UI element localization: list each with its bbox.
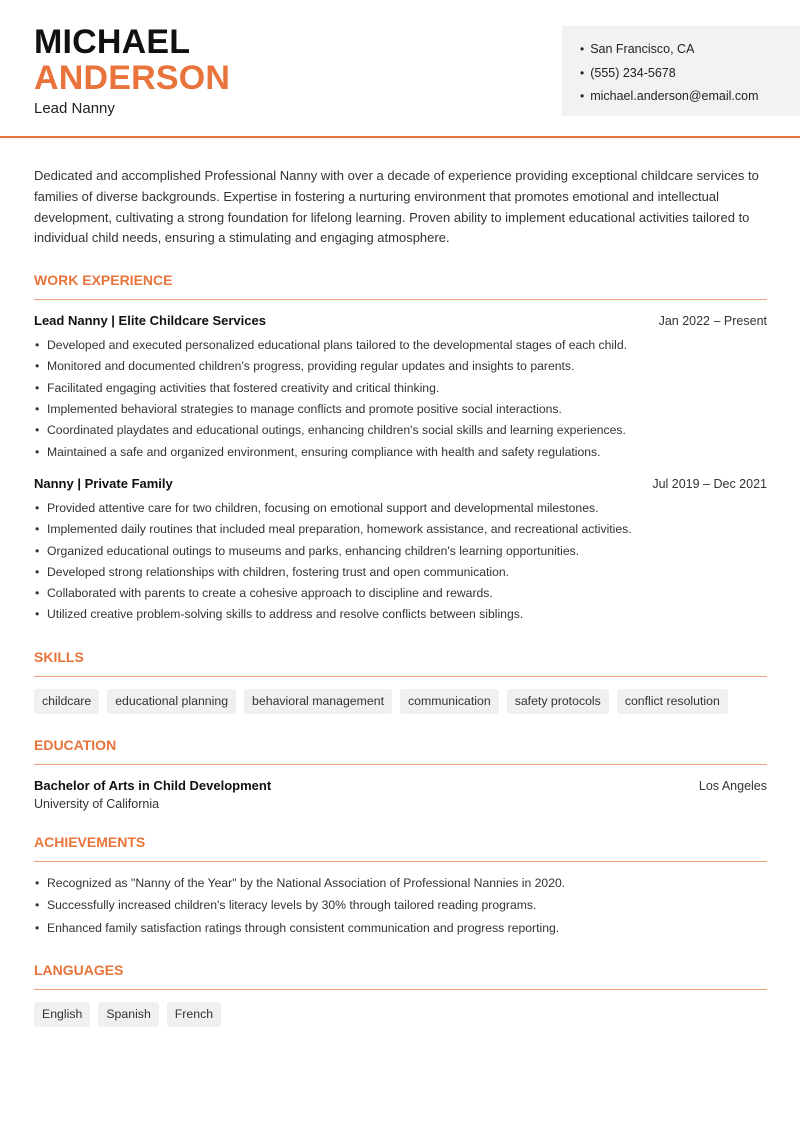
skill-tag: educational planning bbox=[107, 689, 236, 714]
list-item: • Organized educational outings to museums and parks, enhancing children's learning opportunities. bbox=[34, 541, 767, 562]
job-header bbox=[34, 313, 767, 328]
job-dates: Jan 2022 – Present bbox=[658, 314, 767, 329]
list-item: • Developed strong relationships with children, fostering trust and open communication. bbox=[34, 562, 767, 583]
job-dates: Jul 2019 – Dec 2021 bbox=[652, 476, 767, 491]
language-tag: French bbox=[167, 1002, 221, 1027]
skills-heading: SKILLS bbox=[34, 648, 767, 677]
skill-tag: conflict resolution bbox=[617, 689, 728, 714]
degree: Bachelor of Arts in Child Development bbox=[34, 777, 272, 793]
contact-box bbox=[562, 26, 800, 116]
first-name: MICHAEL bbox=[34, 23, 191, 61]
education-location: Los Angeles bbox=[698, 778, 767, 793]
job-title: Nanny | Private Family bbox=[34, 475, 173, 491]
school-name: University of California bbox=[34, 796, 160, 811]
education-heading: EDUCATION bbox=[34, 736, 767, 765]
language-tag: English bbox=[34, 1002, 90, 1027]
profile-summary: Dedicated and accomplished Professional Nanny with over a decade of experience providing exceptional childcare services to families of diverse backgrounds. Expertise in fostering a nurturing environment that promotes emotional and intellectual development, cultivating a strong foundation for lifelong learning. Proven ability to implement educational activities tailored to individual child needs, ensuring a stimulating and engaging atmosphere. bbox=[34, 168, 759, 246]
skill-tag: behavioral management bbox=[244, 689, 392, 714]
list-item: • Developed and executed personalized educational plans tailored to the developmental stages of each child. bbox=[34, 335, 767, 356]
contact-list bbox=[580, 38, 800, 109]
work-experience-heading: WORK EXPERIENCE bbox=[34, 271, 767, 300]
languages-list bbox=[34, 1002, 767, 1027]
list-item: • Implemented daily routines that included meal preparation, homework assistance, and recreational activities. bbox=[34, 519, 767, 540]
skill-tag: childcare bbox=[34, 689, 99, 714]
achievements-list bbox=[34, 872, 767, 940]
list-item: • Facilitated engaging activities that fostered creativity and critical thinking. bbox=[34, 378, 767, 399]
list-item: • Collaborated with parents to create a cohesive approach to discipline and rewards. bbox=[34, 583, 767, 604]
resume-header bbox=[0, 0, 800, 138]
education-entry bbox=[34, 778, 767, 811]
job-header bbox=[34, 476, 767, 491]
list-item: • Utilized creative problem-solving skills to address and resolve conflicts between siblings. bbox=[34, 604, 767, 625]
education-header bbox=[34, 778, 767, 793]
list-item: • Provided attentive care for two children, focusing on emotional support and developmental milestones. bbox=[34, 498, 767, 519]
list-item: • Implemented behavioral strategies to manage conflicts and promote positive social interactions. bbox=[34, 399, 767, 420]
contact-location: • San Francisco, CA bbox=[580, 38, 800, 62]
languages-heading: LANGUAGES bbox=[34, 961, 767, 990]
job-bullets bbox=[34, 335, 767, 463]
full-name bbox=[34, 24, 230, 96]
job-bullets bbox=[34, 498, 767, 626]
job-entry bbox=[34, 313, 767, 463]
list-item: • Successfully increased children's literacy levels by 30% through tailored reading programs. bbox=[34, 894, 767, 917]
skill-tag: safety protocols bbox=[507, 689, 609, 714]
job-title: Lead Nanny | Elite Childcare Services bbox=[34, 313, 266, 329]
list-item: • Recognized as "Nanny of the Year" by the National Association of Professional Nannies in 2020. bbox=[34, 872, 767, 895]
contact-email[interactable]: • michael.anderson@email.com bbox=[580, 85, 800, 109]
resume-body bbox=[0, 138, 800, 1027]
achievements-heading: ACHIEVEMENTS bbox=[34, 833, 767, 862]
job-role: Lead Nanny bbox=[34, 100, 115, 117]
language-tag: Spanish bbox=[98, 1002, 158, 1027]
list-item: • Enhanced family satisfaction ratings through consistent communication and progress reporting. bbox=[34, 917, 767, 940]
list-item: • Coordinated playdates and educational outings, enhancing children's social skills and learning experiences. bbox=[34, 420, 767, 441]
skill-tag: communication bbox=[400, 689, 499, 714]
contact-phone: • (555) 234-5678 bbox=[580, 62, 800, 86]
skills-list bbox=[34, 689, 767, 714]
list-item: • Monitored and documented children's progress, providing regular updates and insights to parents. bbox=[34, 356, 767, 377]
list-item: • Maintained a safe and organized environment, ensuring compliance with health and safety regulations. bbox=[34, 442, 767, 463]
last-name: ANDERSON bbox=[34, 59, 231, 97]
job-entry bbox=[34, 476, 767, 626]
